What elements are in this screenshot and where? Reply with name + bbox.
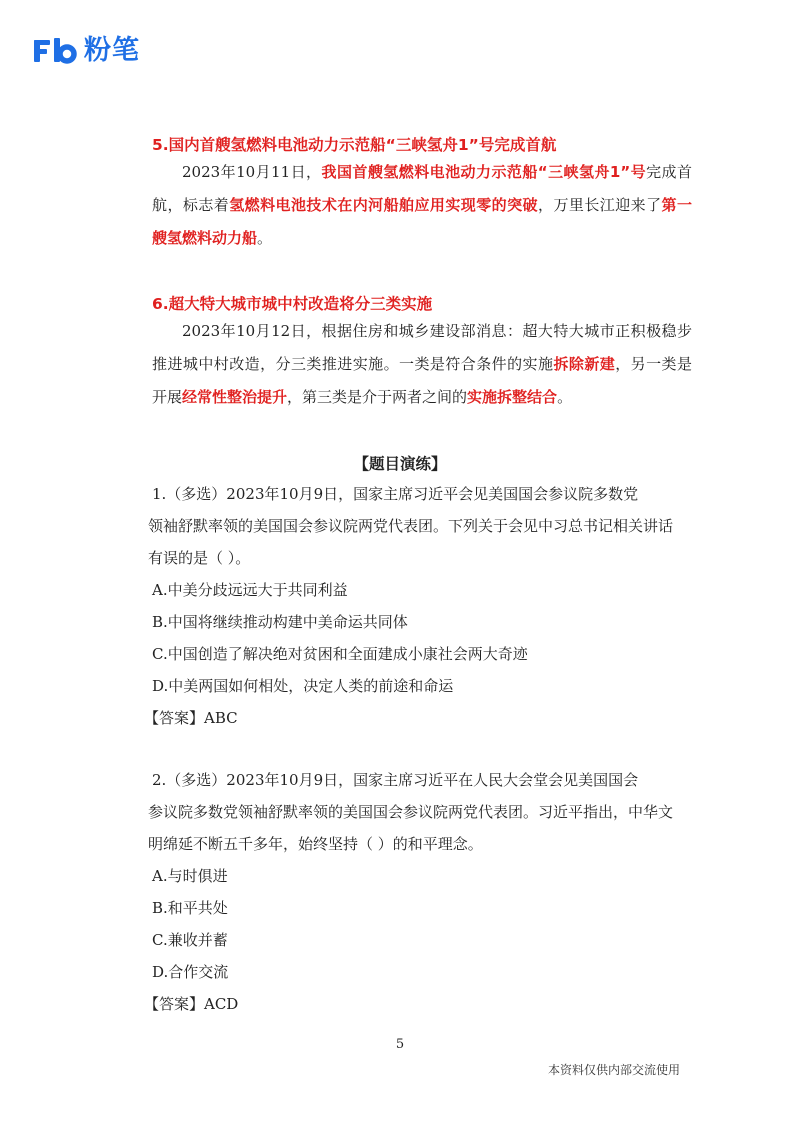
text-run: 。	[257, 229, 273, 247]
highlight-run: 氢燃料电池技术在内河船舶应用实现零的突破	[229, 196, 538, 214]
q2-answer: 【答案】ACD	[144, 995, 239, 1013]
text-run: ，万里长江迎来了	[538, 196, 662, 214]
q1-option-c: C.中国创造了解决绝对贫困和全面建成小康社会两大奇迹	[152, 645, 528, 663]
text-run: ，另一类是开展	[152, 355, 692, 406]
q1-line-2: 领袖舒默率领的美国国会参议院两党代表团。下列关于会见中习总书记相关讲话	[148, 517, 674, 535]
q2-option-b: B.和平共处	[152, 899, 228, 917]
page-number: 5	[395, 1037, 405, 1052]
text-run: 。	[557, 388, 573, 406]
text-run: 2023年10月11日，	[182, 163, 322, 181]
q1-line-1: 1.（多选）2023年10月9日，国家主席习近平会见美国国会参议院多数党	[152, 485, 639, 503]
q1-option-a: A.中美分歧远远大于共同利益	[152, 581, 348, 599]
section-6-heading: 6.超大特大城市城中村改造将分三类实施	[152, 295, 433, 313]
practice-title: 【题目演练】	[353, 455, 447, 473]
brand-name: 粉笔	[84, 35, 140, 66]
q1-option-b: B.中国将继续推动构建中美命运共同体	[152, 613, 408, 631]
section-5-paragraph	[152, 156, 692, 255]
q2-option-d: D.合作交流	[152, 963, 229, 981]
q2-line-1: 2.（多选）2023年10月9日，国家主席习近平在人民大会堂会见美国国会	[152, 771, 639, 789]
q1-line-3: 有误的是（ ）。	[148, 549, 251, 567]
text-run: ，第三类是介于两者之间的	[287, 388, 468, 406]
q2-line-3: 明绵延不断五千多年，始终坚持（ ）的和平理念。	[148, 835, 483, 853]
q2-option-a: A.与时俱进	[152, 867, 228, 885]
highlight-run: 第一艘氢燃料动力船	[152, 196, 692, 247]
highlight-run: 经常性整治提升	[182, 388, 288, 406]
footer-note: 本资料仅供内部交流使用	[548, 1063, 681, 1077]
highlight-run: 实施拆整结合	[467, 388, 558, 406]
fenbi-logo-icon	[34, 38, 78, 64]
highlight-run: 我国首艘氢燃料电池动力示范船“三峡氢舟1”号	[321, 163, 647, 181]
q1-answer: 【答案】ABC	[144, 709, 238, 727]
section-6-paragraph	[152, 315, 692, 414]
highlight-run: 拆除新建	[553, 355, 616, 373]
text-run: 2023年10月12日，根据住房和城乡建设部消息：超大特大城市正积极稳步推进城中村改造，分三类推进实施。一类是符合条件的实施	[152, 322, 692, 373]
section-5-heading: 5.国内首艘氢燃料电池动力示范船“三峡氢舟1”号完成首航	[152, 136, 557, 154]
q1-option-d: D.中美两国如何相处，决定人类的前途和命运	[152, 677, 454, 695]
q2-line-2: 参议院多数党领袖舒默率领的美国国会参议院两党代表团。习近平指出，中华文	[148, 803, 674, 821]
text-run: 完成首航，标志着	[152, 163, 692, 214]
q2-option-c: C.兼收并蓄	[152, 931, 228, 949]
brand-logo	[34, 36, 140, 66]
